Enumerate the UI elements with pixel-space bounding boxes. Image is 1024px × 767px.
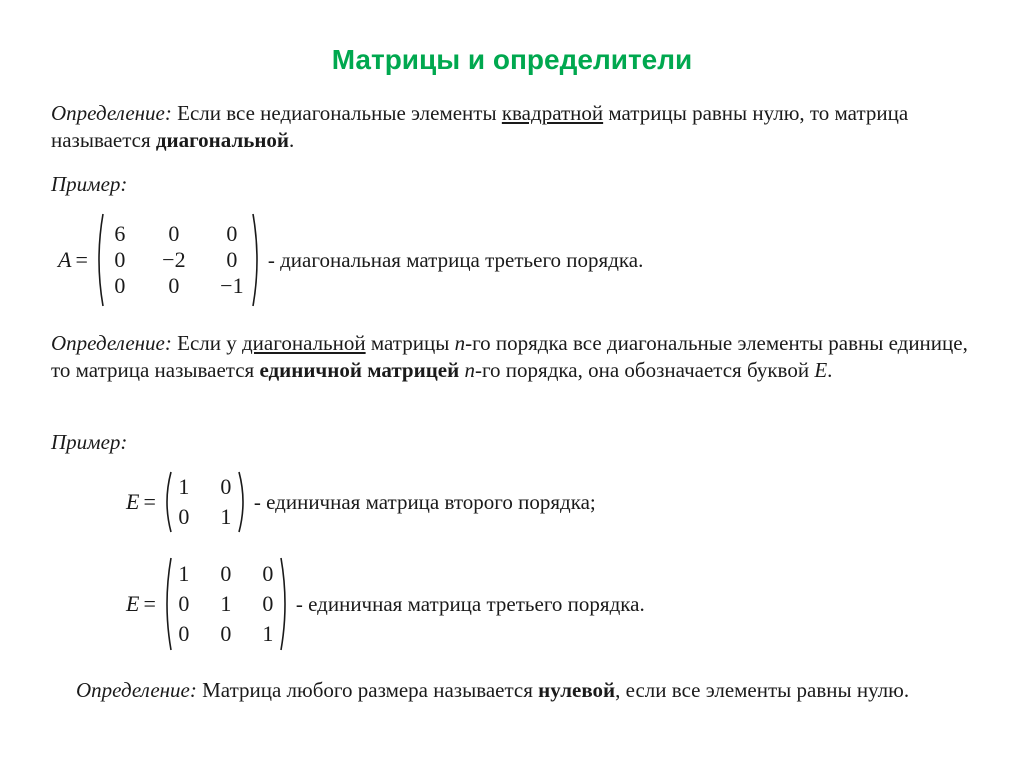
matrix-cell: 1 (220, 504, 232, 529)
equals-sign: = (143, 591, 156, 616)
example-label-1: Пример: (51, 172, 128, 196)
matrix-cell: 1 (178, 474, 190, 499)
matrix-cell: 0 (226, 221, 238, 246)
equals-sign: = (75, 247, 88, 272)
definition-label: Определение: (51, 331, 172, 355)
matrix-cell: 0 (114, 273, 126, 298)
definition-diagonal: Определение: Если все недиагональные элементы квадратной матрицы равны нулю, то матрица называется диагональной. (51, 101, 909, 152)
right-paren (238, 470, 248, 534)
matrix-cell: 1 (220, 591, 232, 616)
definition-zero: Определение: Матрица любого размера называется нулевой, если все элементы равны нулю. (76, 678, 910, 702)
matrix-cell: −2 (162, 247, 186, 272)
matrix-cell: 0 (168, 273, 180, 298)
matrix-cell: 0 (262, 591, 274, 616)
matrix-e3-caption: - единичная матрица третьего порядка. (295, 591, 645, 616)
equals-sign: = (143, 489, 156, 514)
term-diagonal: диагональной (155, 128, 290, 152)
matrix-e3-equation (126, 556, 645, 652)
matrix-cell: 0 (220, 561, 232, 586)
term-diagonal-link: диагональной (242, 331, 366, 355)
right-paren (252, 212, 262, 308)
matrix-e-symbol: E (126, 489, 140, 514)
matrix-a-caption: - диагональная матрица третьего порядка. (267, 247, 644, 272)
term-zero: нулевой (538, 678, 616, 702)
left-paren (162, 470, 172, 534)
matrix-cell: 1 (178, 561, 190, 586)
matrix-a-symbol: A (58, 247, 72, 272)
matrix-cell: 0 (178, 591, 190, 616)
definition-label: Определение: (51, 101, 172, 125)
matrix-a-equation (58, 212, 643, 308)
left-paren (162, 556, 172, 652)
matrix-cell: 0 (168, 221, 180, 246)
matrix-cell: 0 (178, 621, 190, 646)
matrix-cell: 0 (262, 561, 274, 586)
matrix-a-grid (104, 221, 252, 299)
definition-label: Определение: (76, 678, 197, 702)
matrix-cell: 6 (114, 221, 126, 246)
left-paren (94, 212, 104, 308)
term-identity: единичной матрицей (259, 358, 460, 382)
definition-identity: Определение: Если у диагональной матрицы n-го порядка все диагональные элементы равны единице, то матрица называется единичной матрицей n-го порядка, она обозначается буквой E. (51, 331, 968, 382)
matrix-e2-grid (172, 474, 238, 530)
matrix-cell: 0 (220, 621, 232, 646)
matrix-cell: 1 (262, 621, 274, 646)
matrix-e2-caption: - единичная матрица второго порядка; (253, 489, 596, 514)
matrix-cell: −1 (220, 273, 244, 298)
matrix-cell: 0 (114, 247, 126, 272)
matrix-cell: 0 (178, 504, 190, 529)
matrix-cell: 0 (226, 247, 238, 272)
right-paren (280, 556, 290, 652)
matrix-e3-grid (172, 561, 280, 647)
matrix-e2-equation (126, 470, 596, 534)
term-square: квадратной (501, 101, 604, 125)
matrix-cell: 0 (220, 474, 232, 499)
slide-title: Матрицы и определители (331, 44, 693, 75)
matrix-e-symbol: E (126, 591, 140, 616)
example-label-2: Пример: (51, 430, 128, 454)
